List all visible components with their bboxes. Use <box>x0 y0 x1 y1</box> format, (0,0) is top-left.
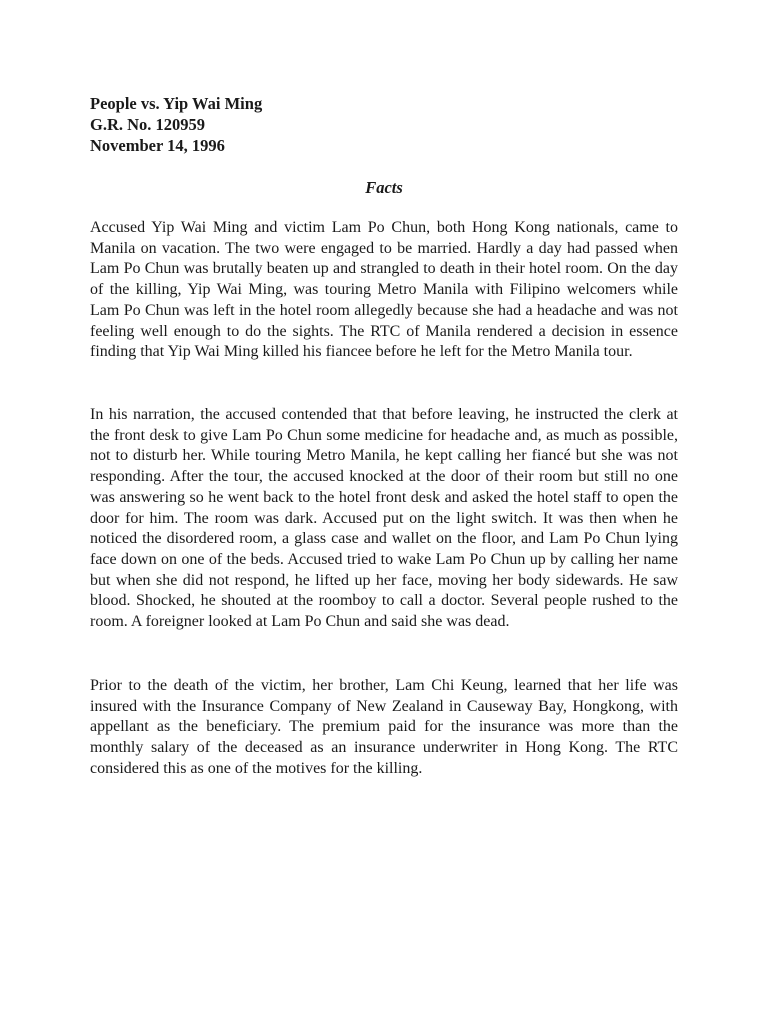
gr-number: G.R. No. 120959 <box>90 115 206 134</box>
paragraph-facts-2: In his narration, the accused contended that that before leaving, he instructed the clerk at the front desk to give Lam Po Chun some medicine for headache and, as much as possible, not to disturb her. While touring Metro Manila, he kept calling her fiancé but she was not responding. After the tour, the accused knocked at the door of their room but still no one was answering so he went back to the hotel front desk and asked the hotel staff to open the door for him. The room was dark. Accused put on the light switch. It was then when he noticed the disordered room, a glass case and wallet on the floor, and Lam Po Chun lying face down on one of the beds. Accused tried to wake Lam Po Chun up by calling her name but when she did not respond, he lifted up her face, moving her body sidewards. He saw blood. Shocked, he shouted at the roomboy to call a doctor. Several people rushed to the room. A foreigner looked at Lam Po Chun and said she was dead. <box>90 406 678 631</box>
paragraph-facts-3: Prior to the death of the victim, her brother, Lam Chi Keung, learned that her life was insured with the Insurance Company of New Zealand in Causeway Bay, Hongkong, with appellant as the beneficiary. The premium paid for the insurance was more than the monthly salary of the deceased as an insurance underwriter in Hong Kong. The RTC considered this as one of the motives for the killing. <box>90 677 678 777</box>
section-heading-facts: Facts <box>365 178 403 197</box>
case-title: People vs. Yip Wai Ming <box>90 94 263 113</box>
paragraph-facts-1: Accused Yip Wai Ming and victim Lam Po Chun, both Hong Kong nationals, came to Manila on vacation. The two were engaged to be married. Hardly a day had passed when Lam Po Chun was brutally beaten up and strangled to death in their hotel room. On the day of the killing, Yip Wai Ming, was touring Metro Manila with Filipino welcomers while Lam Po Chun was left in the hotel room allegedly because she had a headache and was not feeling well enough to do the sights. The RTC of Manila rendered a decision in essence finding that Yip Wai Ming killed his fiancee before he left for the Metro Manila tour. <box>90 219 678 361</box>
decision-date: November 14, 1996 <box>90 136 225 155</box>
case-header <box>90 93 650 156</box>
